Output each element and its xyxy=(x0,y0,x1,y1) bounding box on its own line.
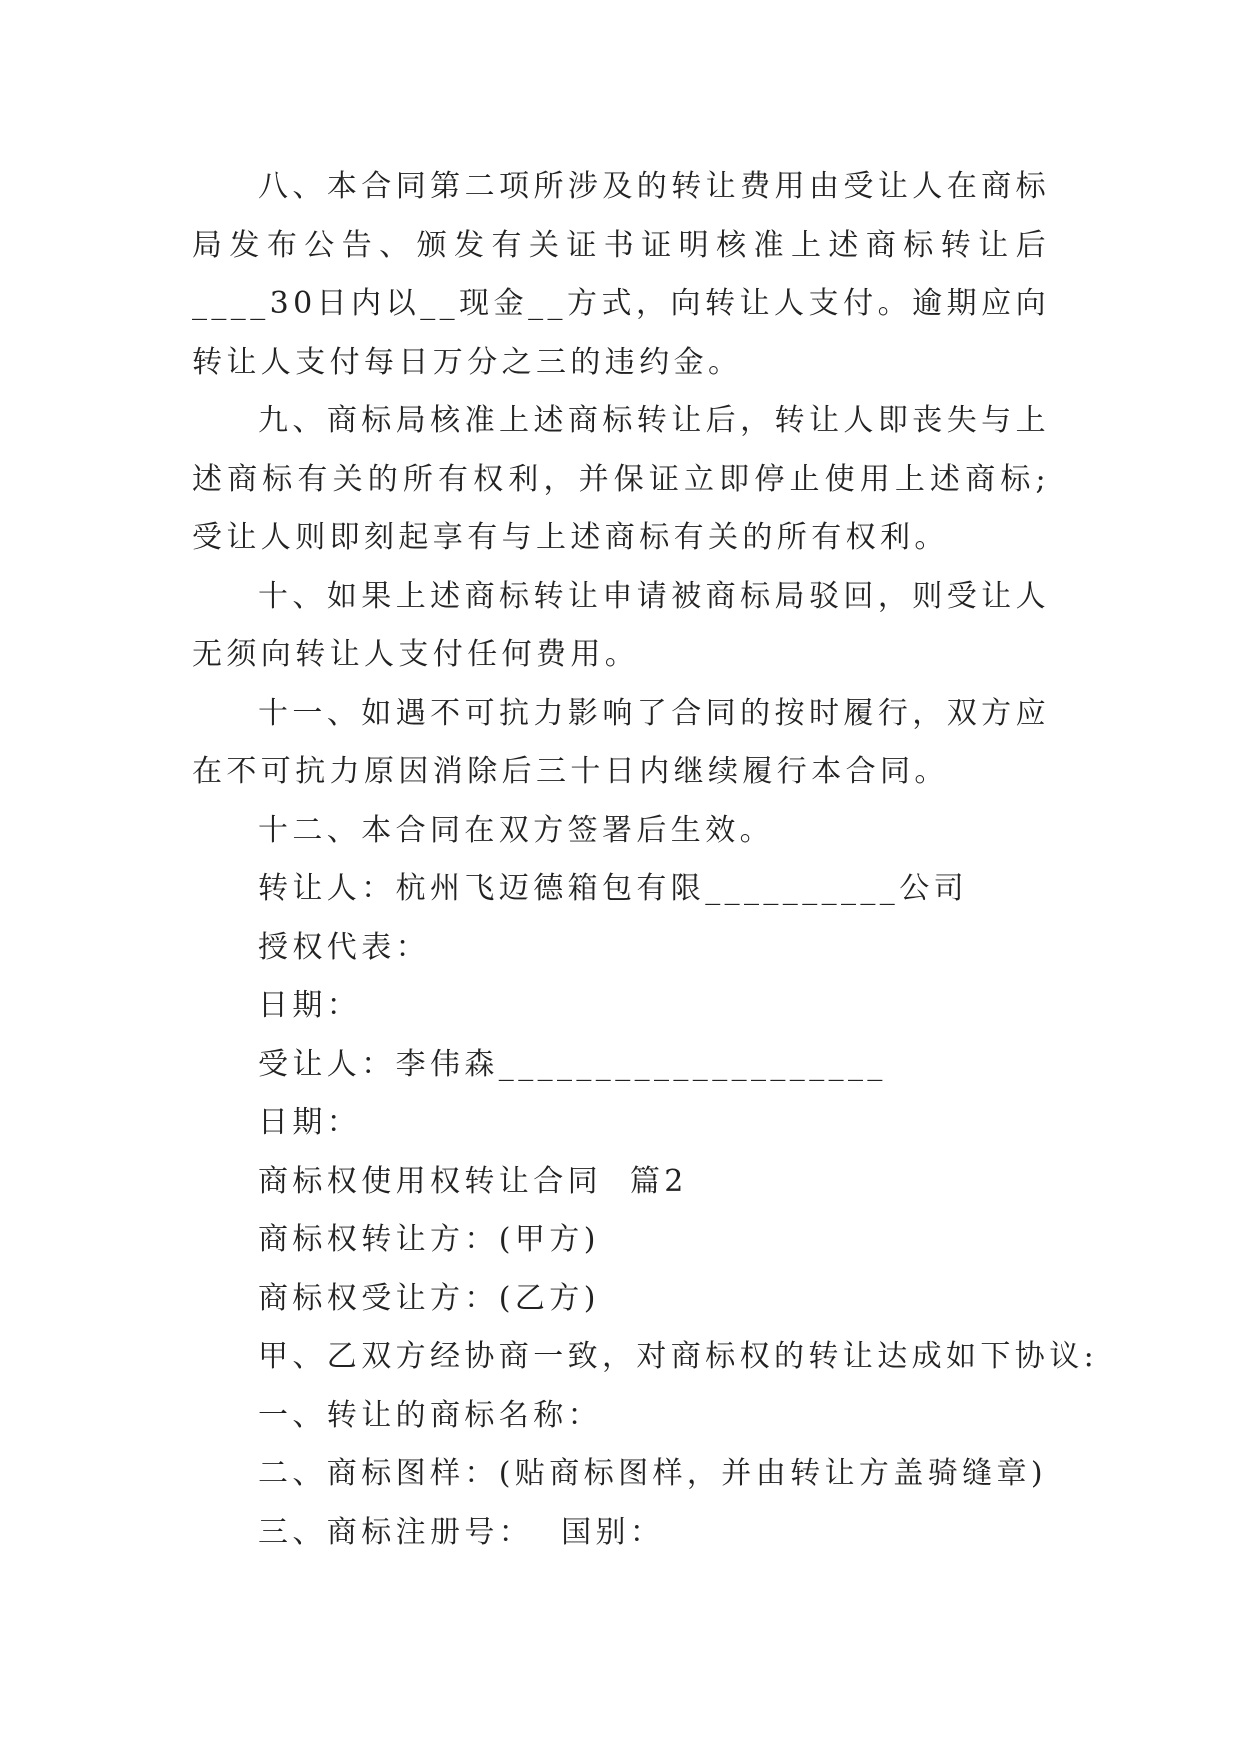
item-3-registration-number: 三、商标注册号： 国别： xyxy=(258,1514,665,1550)
section-heading-part-2: 商标权使用权转让合同 篇2 xyxy=(258,1163,688,1199)
clause-11-paragraph: 十一、如遇不可抗力影响了合同的按时履行，双方应在不可抗力原因消除后三十日内继续履行本合同。 xyxy=(192,695,1050,789)
party-a-line: 商标权转让方：(甲方) xyxy=(258,1222,600,1257)
date-line-1: 日期： xyxy=(258,988,362,1023)
item-1-trademark-name: 一、转让的商标名称： xyxy=(258,1397,602,1433)
party-b-line: 商标权受让方：(乙方) xyxy=(258,1280,600,1316)
authorized-representative-line: 授权代表： xyxy=(258,929,430,965)
transferor-line: 转让人：杭州飞迈德箱包有限__________公司 xyxy=(258,871,968,906)
agreement-intro-line: 甲、乙双方经协商一致，对商标权的转让达成如下协议: xyxy=(258,1339,1099,1374)
document-body xyxy=(192,158,1099,1562)
clause-8-paragraph: 八、本合同第二项所涉及的转让费用由受让人在商标局发布公告、颁发有关证书证明核准上述商标转让后____30日内以__现金__方式，向转让人支付。逾期应向转让人支付每日万分之三的违约金。 xyxy=(192,169,1050,380)
clause-9-paragraph: 九、商标局核准上述商标转让后，转让人即丧失与上述商标有关的所有权利，并保证立即停止使用上述商标;受让人则即刻起享有与上述商标有关的所有权利。 xyxy=(192,403,1050,555)
item-2-trademark-sample: 二、商标图样：(贴商标图样，并由转让方盖骑缝章) xyxy=(258,1456,1048,1491)
transferee-line: 受让人：李伟森____________________ xyxy=(258,1046,887,1082)
clause-12-line: 十二、本合同在双方签署后生效。 xyxy=(258,812,774,848)
clause-10-paragraph: 十、如果上述商标转让申请被商标局驳回，则受让人无须向转让人支付任何费用。 xyxy=(192,578,1050,672)
date-line-2: 日期： xyxy=(258,1105,362,1140)
